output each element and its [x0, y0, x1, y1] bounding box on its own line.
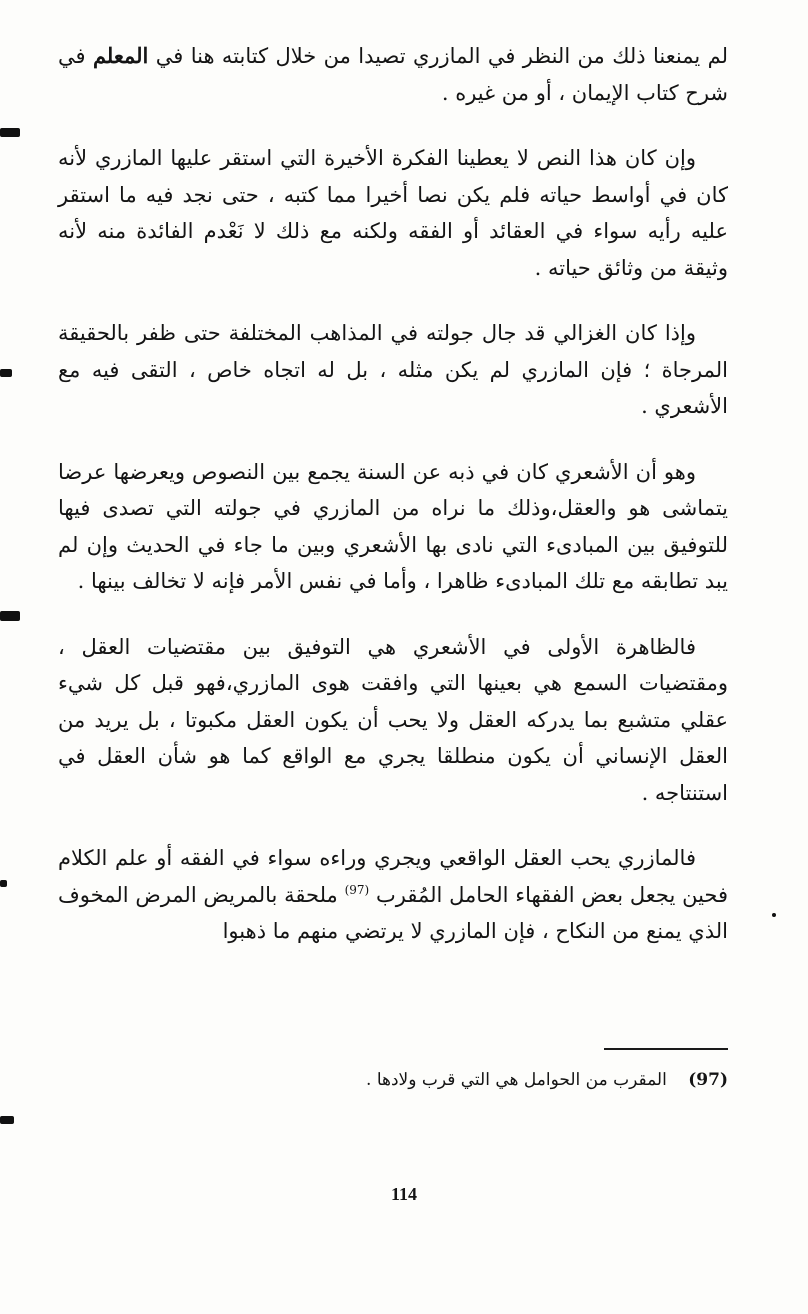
footnote-number: (97)	[688, 1070, 728, 1090]
paragraph-3: وإذا كان الغزالي قد جال جولته في المذاهب المختلفة حتى ظفر بالحقيقة المرجاة ؛ فإن المازري لم يكن مثله ، بل له اتجاه خاص ، التقى فيه مع الأشعري .	[58, 321, 728, 418]
paragraph-6	[58, 840, 728, 950]
body-text	[58, 38, 728, 950]
scan-speck	[772, 913, 776, 917]
paragraph-1	[58, 38, 728, 111]
scan-mark	[0, 369, 12, 377]
book-title-bold: المعلم	[92, 43, 149, 68]
page-number: 114	[390, 1184, 417, 1204]
paragraph-6-text-start: فالمازري يحب العقل الواقعي ويجري وراءه سواء في الفقه أو علم الكلام فحين يجعل بعض الفقهاء الحامل المُقرب	[58, 846, 728, 907]
paragraph-1-text-start: لم يمنعنا ذلك من النظر في المازري تصيدا من خلال كتابته هنا في	[148, 44, 728, 68]
paragraph-2: وإن كان هذا النص لا يعطينا الفكرة الأخيرة التي استقر عليها المازري لأنه كان في أواسط حياته فلم يكن نصا أخيرا مما كتبه ، حتى نجد فيه ما استقر عليه رأيه سواء في العقائد أو الفقه ولكنه مع ذلك لا نَعْدم الفائدة منه لأنه وثيقة من وثائق حياته .	[58, 146, 728, 280]
scan-mark	[0, 1116, 14, 1124]
scan-mark	[0, 128, 20, 137]
footnote-reference[interactable]: (97)	[344, 882, 370, 897]
paragraph-4: وهو أن الأشعري كان في ذبه عن السنة يجمع بين النصوص ويعرضها عرضا يتماشى هو والعقل،وذلك ما نراه من المازري في جولته التي تصدى فيها للتوفيق بين المبادىء التي نادى بها الأشعري وبين ما جاء في الحديث وإن لم يبد تطابقه مع تلك المبادىء ظاهرا ، وأما في نفس الأمر فإنه لا تخالف بينها .	[58, 459, 728, 593]
scan-mark	[0, 611, 20, 621]
paragraph-5: فالظاهرة الأولى في الأشعري هي التوفيق بين مقتضيات العقل ، ومقتضيات السمع هي بعينها التي وافقت هوى المازري،فهو قبل كل شيء عقلي متشبع بما يدركه العقل ولا يحب أن يكون العقل مكبوتا ، بل يريد من العقل الإنساني أن يكون منطلقا يجري مع الواقع كما هو شأن العقل في استنتاجه .	[58, 634, 728, 805]
footnote-text: المقرب من الحوامل هي التي قرب ولادها .	[366, 1070, 667, 1090]
footnote	[58, 1066, 728, 1094]
footnote-divider	[604, 1048, 728, 1050]
paragraph-1-text-end: في شرح كتاب الإيمان ، أو من غيره .	[58, 44, 728, 105]
paragraph-6-text-end: ملحقة بالمريض المرض المخوف الذي يمنع من النكاح ، فإن المازري لا يرتضي منهم ما ذهبوا	[58, 882, 728, 943]
scan-mark	[0, 880, 7, 887]
